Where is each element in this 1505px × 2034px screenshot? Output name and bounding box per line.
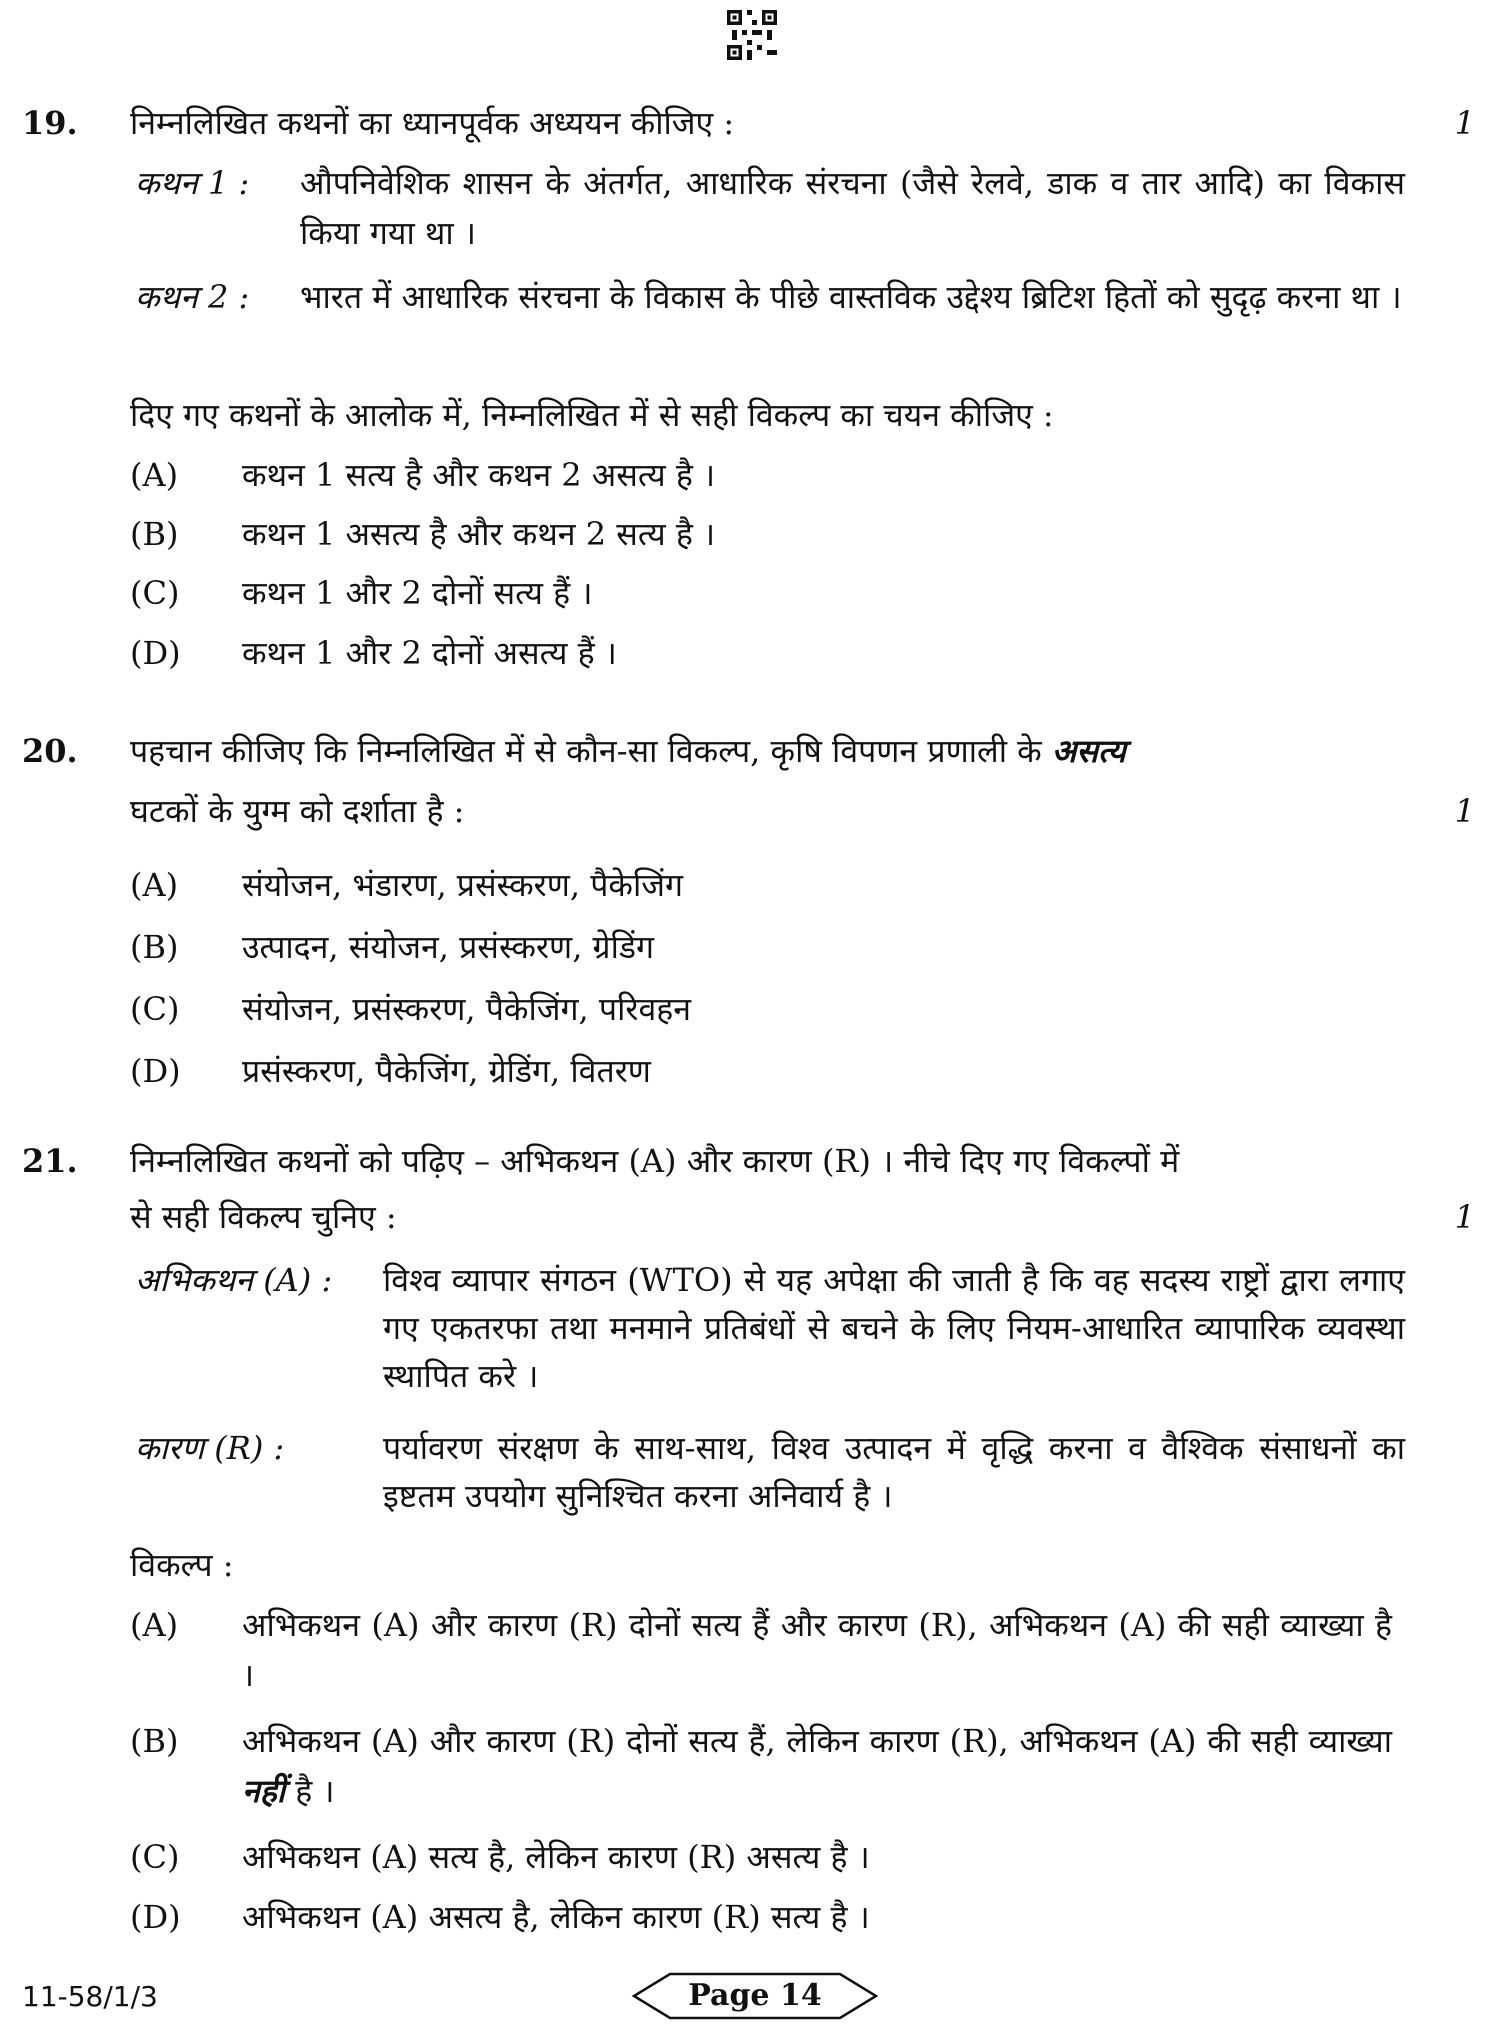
- option-text-part2: है ।: [295, 1772, 335, 1810]
- reason-text: पर्यावरण संरक्षण के साथ-साथ, विश्व उत्पादन में वृद्धि करना व वैश्विक संसाधनों का इष्टतम उपयोग सुनिश्चित करना अनिवार्य है ।: [383, 1429, 1405, 1515]
- statement-text: भारत में आधारिक संरचना के विकास के पीछे वास्तविक उद्देश्य ब्रिटिश हितों को सुदृढ़ करना था ।: [300, 278, 1402, 316]
- question-stem: [130, 728, 1400, 774]
- marks: 1: [1454, 792, 1475, 830]
- option-text: संयोजन, भंडारण, प्रसंस्करण, पैकेजिंग: [242, 866, 684, 904]
- option-label: (A): [130, 866, 179, 904]
- question-stem: निम्नलिखित कथनों का ध्यानपूर्वक अध्ययन कीजिए :: [130, 104, 735, 142]
- question-number: 20.: [22, 732, 78, 770]
- assertion-label: अभिकथन (A) :: [135, 1261, 333, 1299]
- option-text: [242, 1716, 1392, 1816]
- option-text: संयोजन, प्रसंस्करण, पैकेजिंग, परिवहन: [242, 990, 692, 1028]
- option-label: (A): [130, 456, 179, 494]
- option-text: उत्पादन, संयोजन, प्रसंस्करण, ग्रेडिंग: [242, 928, 655, 966]
- option-text: अभिकथन (A) असत्य है, लेकिन कारण (R) सत्य है ।: [242, 1898, 870, 1936]
- option-label: (D): [130, 1898, 181, 1936]
- statement-label: कथन 1 :: [135, 164, 250, 202]
- option-label: (A): [130, 1606, 179, 1644]
- option-text: कथन 1 और 2 दोनों असत्य हैं ।: [242, 634, 617, 672]
- marks: 1: [1454, 104, 1475, 142]
- statement-text: औपनिवेशिक शासन के अंतर्गत, आधारिक संरचना (जैसे रेलवे, डाक व तार आदि) का विकास किया गया था ।: [300, 164, 1405, 252]
- option-label: (B): [130, 1722, 179, 1760]
- option-label: (B): [130, 515, 179, 553]
- assertion-text: विश्व व्यापार संगठन (WTO) से यह अपेक्षा की जाती है कि वह सदस्य राष्ट्रों द्वारा लगाए गए एकतरफा तथा मनमाने प्रतिबंधों से बचने के लिए नियम-आधारित व्यापारिक व्यवस्था स्थापित करे ।: [383, 1261, 1405, 1395]
- question-stem-line1: निम्नलिखित कथनों को पढ़िए – अभिकथन (A) और कारण (R) । नीचे दिए गए विकल्पों में: [130, 1142, 1180, 1180]
- question-instruction: दिए गए कथनों के आलोक में, निम्नलिखित में से सही विकल्प का चयन कीजिए :: [130, 396, 1054, 434]
- question-stem-emphasis: असत्य: [1051, 732, 1126, 770]
- option-label: (C): [130, 990, 180, 1028]
- option-text-part1: अभिकथन (A) और कारण (R) दोनों सत्य हैं, लेकिन कारण (R), अभिकथन (A) की सही व्याख्या: [242, 1722, 1392, 1760]
- option-label: (D): [130, 634, 181, 672]
- question-stem-part1: पहचान कीजिए कि निम्नलिखित में से कौन-सा विकल्प, कृषि विपणन प्रणाली के: [130, 732, 1042, 770]
- option-text-emphasis: नहीं: [242, 1772, 286, 1810]
- options-heading: विकल्प :: [130, 1546, 234, 1584]
- option-text: अभिकथन (A) सत्य है, लेकिन कारण (R) असत्य है ।: [242, 1838, 870, 1876]
- option-text: अभिकथन (A) और कारण (R) दोनों सत्य हैं और कारण (R), अभिकथन (A) की सही व्याख्या है ।: [242, 1606, 1392, 1694]
- question-number: 19.: [22, 104, 78, 142]
- option-label: (C): [130, 574, 180, 612]
- statement-label: कथन 2 :: [135, 278, 250, 316]
- option-label: (B): [130, 928, 179, 966]
- page-number: Page 14: [688, 1978, 822, 2013]
- option-label: (D): [130, 1052, 181, 1090]
- marks: 1: [1454, 1198, 1475, 1236]
- reason-label: कारण (R) :: [135, 1429, 285, 1467]
- option-text: कथन 1 और 2 दोनों सत्य हैं ।: [242, 574, 593, 612]
- question-stem-line2: घटकों के युग्म को दर्शाता है :: [130, 792, 465, 830]
- paper-code: 11-58/1/3: [22, 1980, 158, 2013]
- option-label: (C): [130, 1838, 180, 1876]
- option-text: कथन 1 असत्य है और कथन 2 सत्य है ।: [242, 515, 716, 553]
- option-text: प्रसंस्करण, पैकेजिंग, ग्रेडिंग, वितरण: [242, 1052, 651, 1090]
- option-text: कथन 1 सत्य है और कथन 2 असत्य है ।: [242, 456, 716, 494]
- qr-code-icon: [727, 10, 777, 60]
- question-stem-line2: से सही विकल्प चुनिए :: [130, 1198, 397, 1236]
- page-number-badge: [630, 1970, 880, 2022]
- question-number: 21.: [22, 1142, 78, 1180]
